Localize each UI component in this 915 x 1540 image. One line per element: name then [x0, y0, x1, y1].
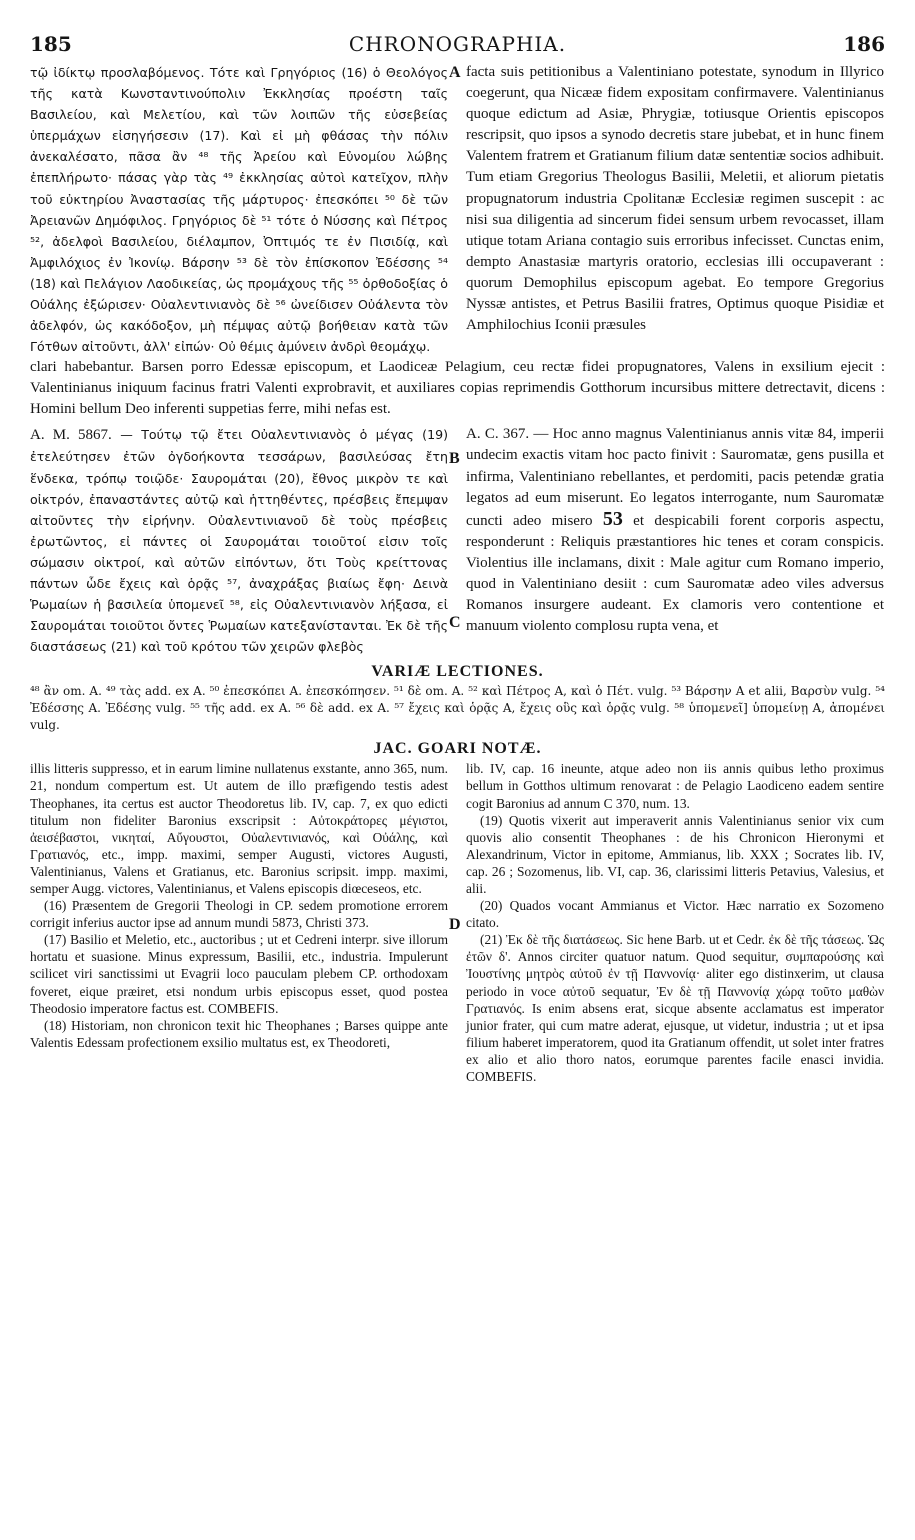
margin-mark-c: C [449, 614, 461, 632]
large-page-number: 53 [602, 507, 623, 530]
notes-columns [30, 760, 885, 1085]
note-paragraph: illis litteris suppresso, et in earum limine nullatenus exstante, anno 365, num. 21, nondum compertum est. Ut autem de illo præfigendo testis adest Theophanes, ita certus est auctor Theodoretus lib. IV, cap. 7, ex quo edicti titulum non fideliter Baronius exscripsit : Αὐτοκράτορες μέγιστοι, ἀεισέβαστοι, νικηταί, Αὔγουστοι, Οὐαλεντινιανός, καὶ Οὐάλης, καὶ Γρατιανός, etc., impp. maximi, semper Augusti, victores Augusti, Valentinianus, Valens et Gratianus, etc. Baronius scripsit. impp. maximi, semper Augg. victores, Valentinianus, et Valens episcopis diœceseos, etc. [30, 761, 448, 896]
margin-mark-d: D [449, 916, 461, 934]
notes-left-column [30, 760, 448, 1085]
variae-title: VARIÆ LECTIONES. [371, 663, 544, 681]
note-paragraph: (21) Ἐκ δὲ τῆς διατάσεως. Sic hene Barb. ut et Cedr. ἐκ δὲ τῆς τάσεως. Ὡς ἐτῶν δ'. Annos circiter quatuor natum. Quod sequitur, συμπαρούσης καὶ Ἰουστίνης μητρὸς αὐτοῦ ἐν τῇ Παννονίᾳ· aliter ego distinxerim, ut clausa periodo in voce αὐτοῦ sequatur, Ἐν δὲ τῇ Παννονίᾳ χώρᾳ τοῦτο μαθὼν Γρατιανός. Is enim absens erat, sicque absente acclamatus est imperator junior frater, qui cum matre aderat, ejusque, ut videtur, industria ; ut et ipsa filium haberet imperatorem, quod ita Gratianum offendit, ut solet inter fratres ex alio et alio thoro natos, eorumque parentes facile enasci invidia. COMBEFIS. [466, 932, 884, 1085]
latin-text-top: facta suis petitionibus a Valentiniano potestate, synodum in Illyrico coegerunt, qua Nicææ fidem expositam confirmavere. Valentinianus quoque edictum ad Asiæ, Phrygiæ, totiusque Orientis episcopos rescripsit, quo ipsos a synodo decretis stare jubebat, et in hunc finem Valentem fratrem et Gratianum filium datæ sententiæ socios adhibuit. Tum etiam Gregorius Theologus Basilii, Meletii, et aliorum pietatis propugnatorum industria Cpolitanæ Ecclesiæ regimen suscepit : ac nisi sua diligentia ad sincerum fidei sensum urbem revocasset, illam utique totam Ariana contagio suis erroribus infecisset. Cunctas enim, dempto Anastasiæ martyris oratorio, ecclesias illi occupaverant : quorum Demophilus episcopum agebat. Eo tempore Gregorius Nyssæ antistes, et Petrus Basilii fratres, Optimus quoque Pisidiæ et Amphilochius Iconii præsules [466, 64, 884, 334]
latin-column-top [466, 62, 884, 357]
latin-text-mid-a: — Hoc anno magnus Valentinianus annis vitæ 84, imperii undecim exactis vitam hoc pacto finivit : Sauromatæ, gens pusilla et infirma, Valentiniano rebellantes, et perdomiti, pacis petendæ gratia legatos ad eum miserunt. Eo legatos interrogante, num Sauromatæ cuncti adeo misero [466, 426, 885, 529]
greek-text-top: τῷ ἰδίκτῳ προσλαβόμενος. Τότε καὶ Γρηγόριος (16) ὁ Θεολόγος τῆς κατὰ Κωνσταντινούπολιν Ἐκκλησίας προέστη ταῖς Βασιλείου, καὶ Μελετίου, καὶ τῶν λοιπῶν τῆς εὐσεβείας ὑπερμάχων εἰσηγήσεσιν (17). Καὶ εἰ μὴ φθάσας τὴν πόλιν ἀνεκαλέσατο, πᾶσα ἂν ⁴⁸ τῆς Ἀρείου καὶ Εὐνομίου λώβης ἐπεπλήρωτο· πάσας γὰρ τὰς ⁴⁹ ἐκκλησίας αὐτοὶ κατεῖχον, πλὴν τοῦ εὐκτηρίου Ἀναστασίας τῆς μάρτυρος· ἐπεσκόπει ⁵⁰ δὲ τῶν Ἀρειανῶν Δημόφιλος. Γρηγόριος δὲ ⁵¹ τότε ὁ Νύσσης καὶ Πέτρος ⁵², ἀδελφοὶ Βασιλείου, διέλαμπον, Ὀπτιμός τε ἐν Πισιδίᾳ, καὶ Ἀμφιλόχιος ἐν Ἰκονίῳ. Βάρσην ⁵³ δὲ τὸν ἐπίσκοπον Ἐδέσσης ⁵⁴ (18) καὶ Πελάγιον Λαοδικείας, ὡς προμάχους τῆς ⁵⁵ ὀρθοδοξίας ὁ Οὐάλης ἐξώρισεν· Οὐαλεντινιανὸς δὲ ⁵⁶ ὠνείδισεν Οὐάλεντα τὸν ἀδελφόν, ὡς κακόδοξον, μὴ πέμψας αὐτῷ βοήθειαν κατὰ τῶν Γότθων αἰτοῦντι, ἀλλ' εἰπών· Οὐ θέμις ἀμύνειν ἀνδρὶ θεομάχῳ. [30, 65, 448, 355]
latin-full-text: clari habebantur. Barsen porro Edessæ episcopum, et Laodiceæ Pelagium, ceu rectæ fidei propugnatores, Valens in exsilium ejecit : Valentinianus iniquum facinus fratri Valenti exprobravit, et auxiliares copias reprimendis Gotthorum incursibus mittere detrectavit, dicens : Homini bellum Deo inferenti suppetias ferre, mihi nefas est. [30, 359, 885, 418]
latin-column-mid [466, 424, 884, 657]
greek-text-mid: — Τούτῳ τῷ ἔτει Οὐαλεντινιανὸς ὁ μέγας (19) ἐτελεύτησεν ἐτῶν ὀγδοήκοντα τεσσάρων, βασιλεύσας ἔτη ἕνδεκα, τρόπῳ τοιῷδε· Σαυρομάται (20), ἔθνος μικρὸν τε καὶ οἰκτρόν, ἐπαναστάντες αὐτῷ καὶ ἡττηθέντες, πρέσβεις ἔπεμψαν αἰτοῦντες τὴν εἰρήνην. Οὐαλεντινιανοῦ δὲ τοὺς πρέσβεις ἐρωτῶντος, εἰ πάντες οἱ Σαυρομάται τοιοῦτοί εἰσιν τοῖς σώμασιν οἰκτροί, καὶ αὐτῶν εἰπόντων, ὅτι Τοὺς κρείττονας πάντων ὧδε ἔχεις καὶ ὁρᾷς ⁵⁷, ἀναχράξας βιαίως ἔφη· Δεινὰ Ῥωμαίων ἡ βασιλεία ὑπομενεῖ ⁵⁸, εἰς Οὐαλεντινιανὸν λήξασα, εἰ Σαυρομάται τοιοῦτοι ὄντες Ῥωμαίων κατεξανίστανται. Ἐκ δὲ τῆς διαστάσεως (21) καὶ τοῦ κρότου τῶν χειρῶν φλεβὸς [30, 427, 449, 655]
note-paragraph: (16) Præsentem de Gregorii Theologi in CP. sedem promotione errorem corrigit inferius auctor ipse ad annum mundi 5873, Christi 373. [30, 898, 448, 931]
greek-column-mid [30, 424, 448, 657]
variae-lectiones: ⁴⁸ ἂν om. A. ⁴⁹ τὰς add. ex A. ⁵⁰ ἐπεσκόπει A. ἐπεσκόπησεν. ⁵¹ δὲ om. A. ⁵² καὶ Πέτρος A, καὶ ὁ Πέτ. vulg. ⁵³ Βάρσην A et alii, Βαρσὺν vulg. ⁵⁴ Ἐδέσσης A. Ἐδέσης vulg. ⁵⁵ τῆς add. ex A. ⁵⁶ δὲ add. ex A. ⁵⁷ ἔχεις καὶ ὁρᾷς A, ἔχεις οὓς καὶ ὁρᾷς vulg. ⁵⁸ ὑπομενεῖ] ὑπομείνῃ A, ἀπομένει vulg. [30, 684, 885, 733]
greek-date: A. M. 5867. [30, 427, 112, 444]
page-number-right: 186 [843, 32, 885, 56]
page [30, 30, 885, 1515]
margin-mark-b: B [449, 450, 460, 467]
latin-text-mid-b: et despicabili forent corporis aspectu, responderunt : Reliquis præstantiores hic tenes et coram conspicis. Violentius ille inclamans, dixit : Male agitur cum Romano imperio, quod in Valentiniano desiit : cum Sauromatæ adeo viles adversus Romanos insurgere audeant. Ex clamoris vero contentione et manuum violento complosu rupta vena, et [466, 512, 885, 635]
latin-full-width [30, 357, 885, 420]
note-paragraph: (18) Historiam, non chronicon texit hic Theophanes ; Barses quippe ante Valentis Edessam profectionem exsilio multatus est, ex Theodoreti, [30, 1017, 448, 1050]
note-paragraph: (17) Basilio et Meletio, etc., auctoribus ; ut et Cedreni interpr. sive illorum hortatu et suasione. Minus expressum, Basilii, etc., industria. Impulerunt scilicet viri sanctissimi ut Evagrii loco pauculam plebem CP. orthodoxam foveret, eique præiret, etsi nondum urbis episcopus esset, quod postea Theodosio imperatore factus est. COMBEFIS. [30, 932, 448, 1016]
note-paragraph: (19) Quotis vixerit aut imperaverit annis Valentinianus senior vix cum quovis alio consentit Theophanes : de his Chronicon Hieronymi et Alexandrinum, Victor in epitome, Ammianus, lib. XXX ; Socrates lib. IV, cap. 26 ; Sozomenus, lib. VI, cap. 36, clarissimi litteris Petavius, Valesius, et alii. [466, 812, 884, 896]
greek-column-top [30, 62, 448, 357]
latin-date: A. C. 367. [466, 426, 530, 443]
page-header [30, 30, 885, 62]
running-title: CHRONOGRAPHIA. [348, 32, 567, 56]
page-number-left: 185 [30, 32, 72, 56]
middle-columns [30, 424, 885, 657]
notes-right-column [466, 760, 884, 1085]
margin-mark-a: A [449, 64, 461, 81]
note-paragraph: lib. IV, cap. 16 ineunte, atque adeo non iis annis quibus letho proximus bellum in Gotthos ultimum renovarat : de Pelagio Laodiceno eadem sentire cogit Baronius ad annum C 370, num. 13. [466, 761, 884, 811]
note-paragraph: (20) Quados vocant Ammianus et Victor. Hæc narratio ex Sozomeno citato. [466, 898, 884, 931]
notae-title: JAC. GOARI NOTÆ. [373, 740, 542, 758]
